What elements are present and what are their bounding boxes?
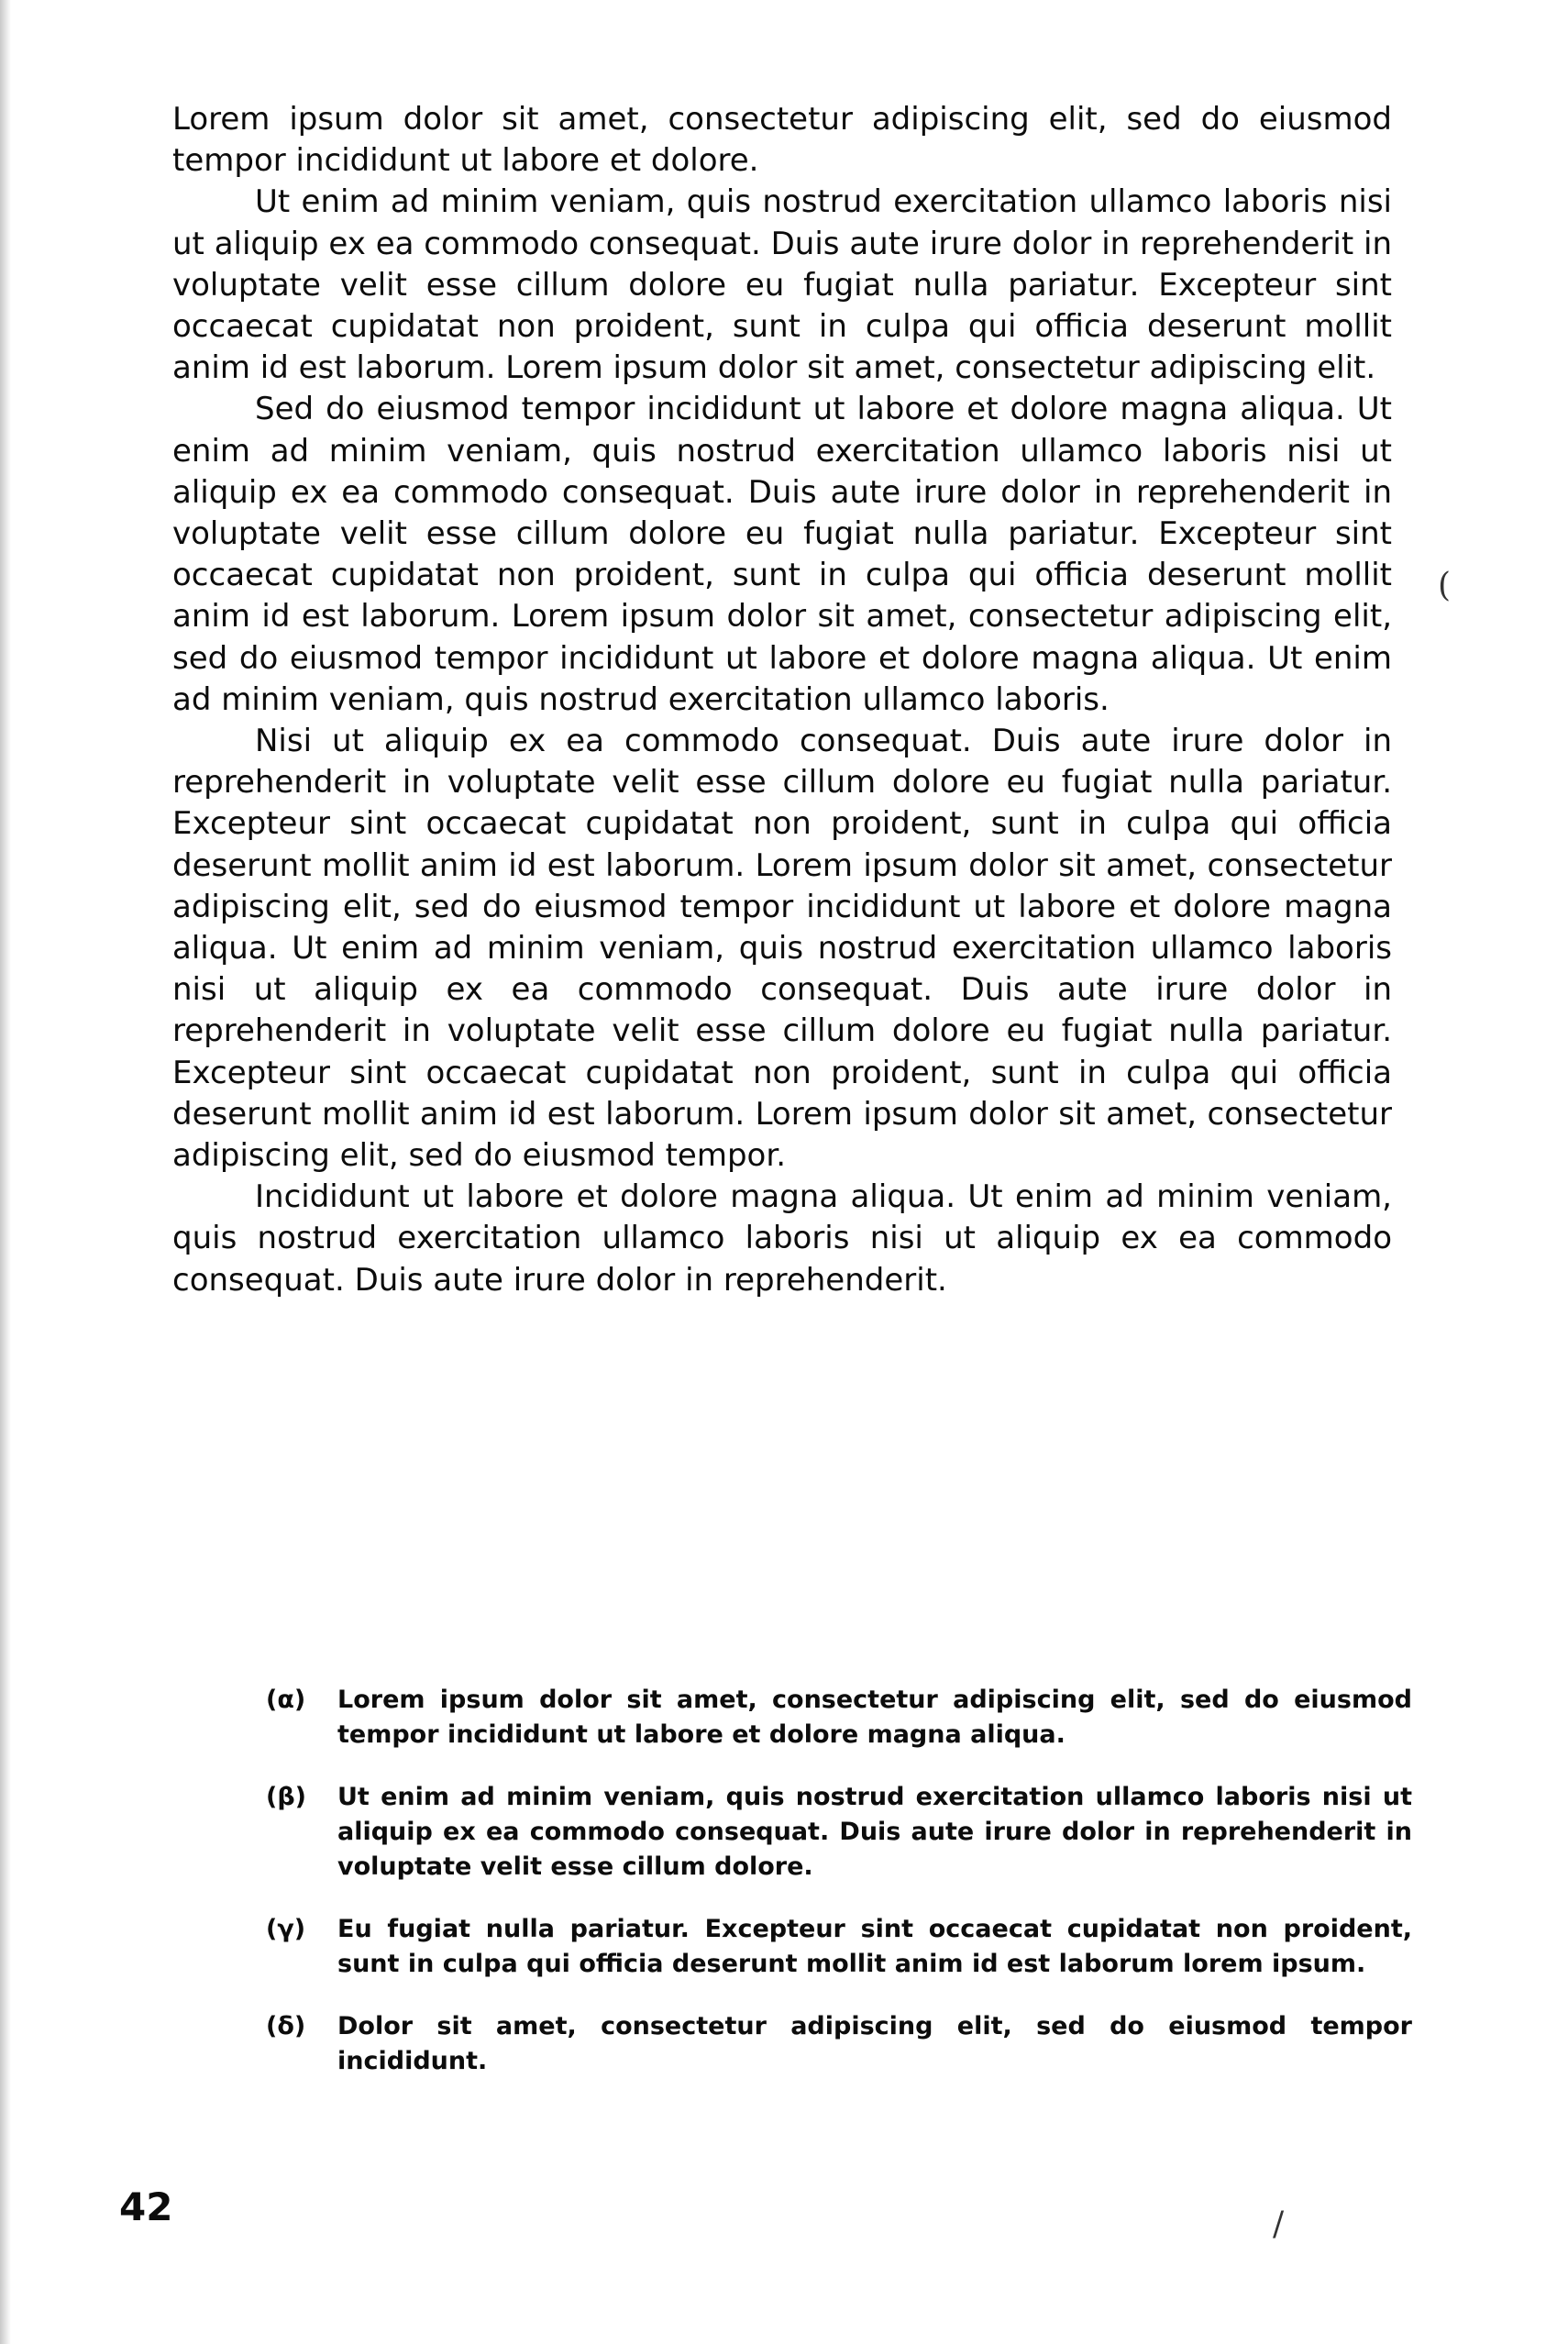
list-marker: (γ) bbox=[266, 1915, 306, 1943]
scan-slash-mark: / bbox=[1273, 2206, 1285, 2243]
body-text bbox=[172, 99, 1392, 1301]
paragraph: Ut enim ad minim veniam, quis nostrud exercitation ullamco laboris nisi ut aliquip ex ea commodo consequat. Duis aute irure dolor in reprehenderit in voluptate velit esse cillum dolore eu fugiat nulla pariatur. Excepteur sint occaecat cupidatat non proident, sunt in culpa qui officia deserunt mollit anim id est laborum. Lorem ipsum dolor sit amet, consectetur adipiscing elit. bbox=[172, 183, 1392, 387]
list-marker: (δ) bbox=[266, 2012, 306, 2040]
list-item-text: Lorem ipsum dolor sit amet, consectetur adipiscing elit, sed do eiusmod tempor incididunt ut labore et dolore magna aliqua. bbox=[337, 1686, 1412, 1749]
list-marker: (α) bbox=[266, 1686, 306, 1714]
paragraph: Incididunt ut labore et dolore magna aliqua. Ut enim ad minim veniam, quis nostrud exercitation ullamco laboris nisi ut aliquip ex ea commodo consequat. Duis aute irure dolor in reprehenderit. bbox=[172, 1178, 1392, 1299]
list-marker: (β) bbox=[266, 1783, 307, 1811]
list-item bbox=[266, 1780, 1412, 1885]
page-number: 42 bbox=[119, 2184, 173, 2229]
recommendations-list bbox=[266, 1683, 1412, 2106]
list-item-text: Eu fugiat nulla pariatur. Excepteur sint occaecat cupidatat non proident, sunt in culpa qui officia deserunt mollit anim id est laborum lorem ipsum. bbox=[337, 1915, 1412, 1978]
list-item-text: Dolor sit amet, consectetur adipiscing elit, sed do eiusmod tempor incididunt. bbox=[337, 2012, 1412, 2075]
paragraph: Nisi ut aliquip ex ea commodo consequat. Duis aute irure dolor in reprehenderit in voluptate velit esse cillum dolore eu fugiat nulla pariatur. Excepteur sint occaecat cupidatat non proident, sunt in culpa qui officia deserunt mollit anim id est laborum. Lorem ipsum dolor sit amet, consectetur adipiscing elit, sed do eiusmod tempor incididunt ut labore et dolore magna aliqua. Ut enim ad minim veniam, quis nostrud exercitation ullamco laboris nisi ut aliquip ex ea commodo consequat. Duis aute irure dolor in reprehenderit in voluptate velit esse cillum dolore eu fugiat nulla pariatur. Excepteur sint occaecat cupidatat non proident, sunt in culpa qui officia deserunt mollit anim id est laborum. Lorem ipsum dolor sit amet, consectetur adipiscing elit, sed do eiusmod tempor. bbox=[172, 723, 1392, 1175]
list-item bbox=[266, 1683, 1412, 1752]
list-item bbox=[266, 1912, 1412, 1982]
list-item bbox=[266, 2009, 1412, 2079]
scan-bracket-mark: ( bbox=[1438, 567, 1452, 604]
paragraph: Sed do eiusmod tempor incididunt ut labore et dolore magna aliqua. Ut enim ad minim veniam, quis nostrud exercitation ullamco laboris nisi ut aliquip ex ea commodo consequat. Duis aute irure dolor in reprehenderit in voluptate velit esse cillum dolore eu fugiat nulla pariatur. Excepteur sint occaecat cupidatat non proident, sunt in culpa qui officia deserunt mollit anim id est laborum. Lorem ipsum dolor sit amet, consectetur adipiscing elit, sed do eiusmod tempor incididunt ut labore et dolore magna aliqua. Ut enim ad minim veniam, quis nostrud exercitation ullamco laboris. bbox=[172, 391, 1392, 718]
paragraph: Lorem ipsum dolor sit amet, consectetur adipiscing elit, sed do eiusmod tempor incididunt ut labore et dolore. bbox=[172, 101, 1392, 180]
list-item-text: Ut enim ad minim veniam, quis nostrud exercitation ullamco laboris nisi ut aliquip ex ea commodo consequat. Duis aute irure dolor in reprehenderit in voluptate velit esse cillum dolore. bbox=[337, 1783, 1412, 1881]
scan-page-edge bbox=[0, 0, 11, 2344]
